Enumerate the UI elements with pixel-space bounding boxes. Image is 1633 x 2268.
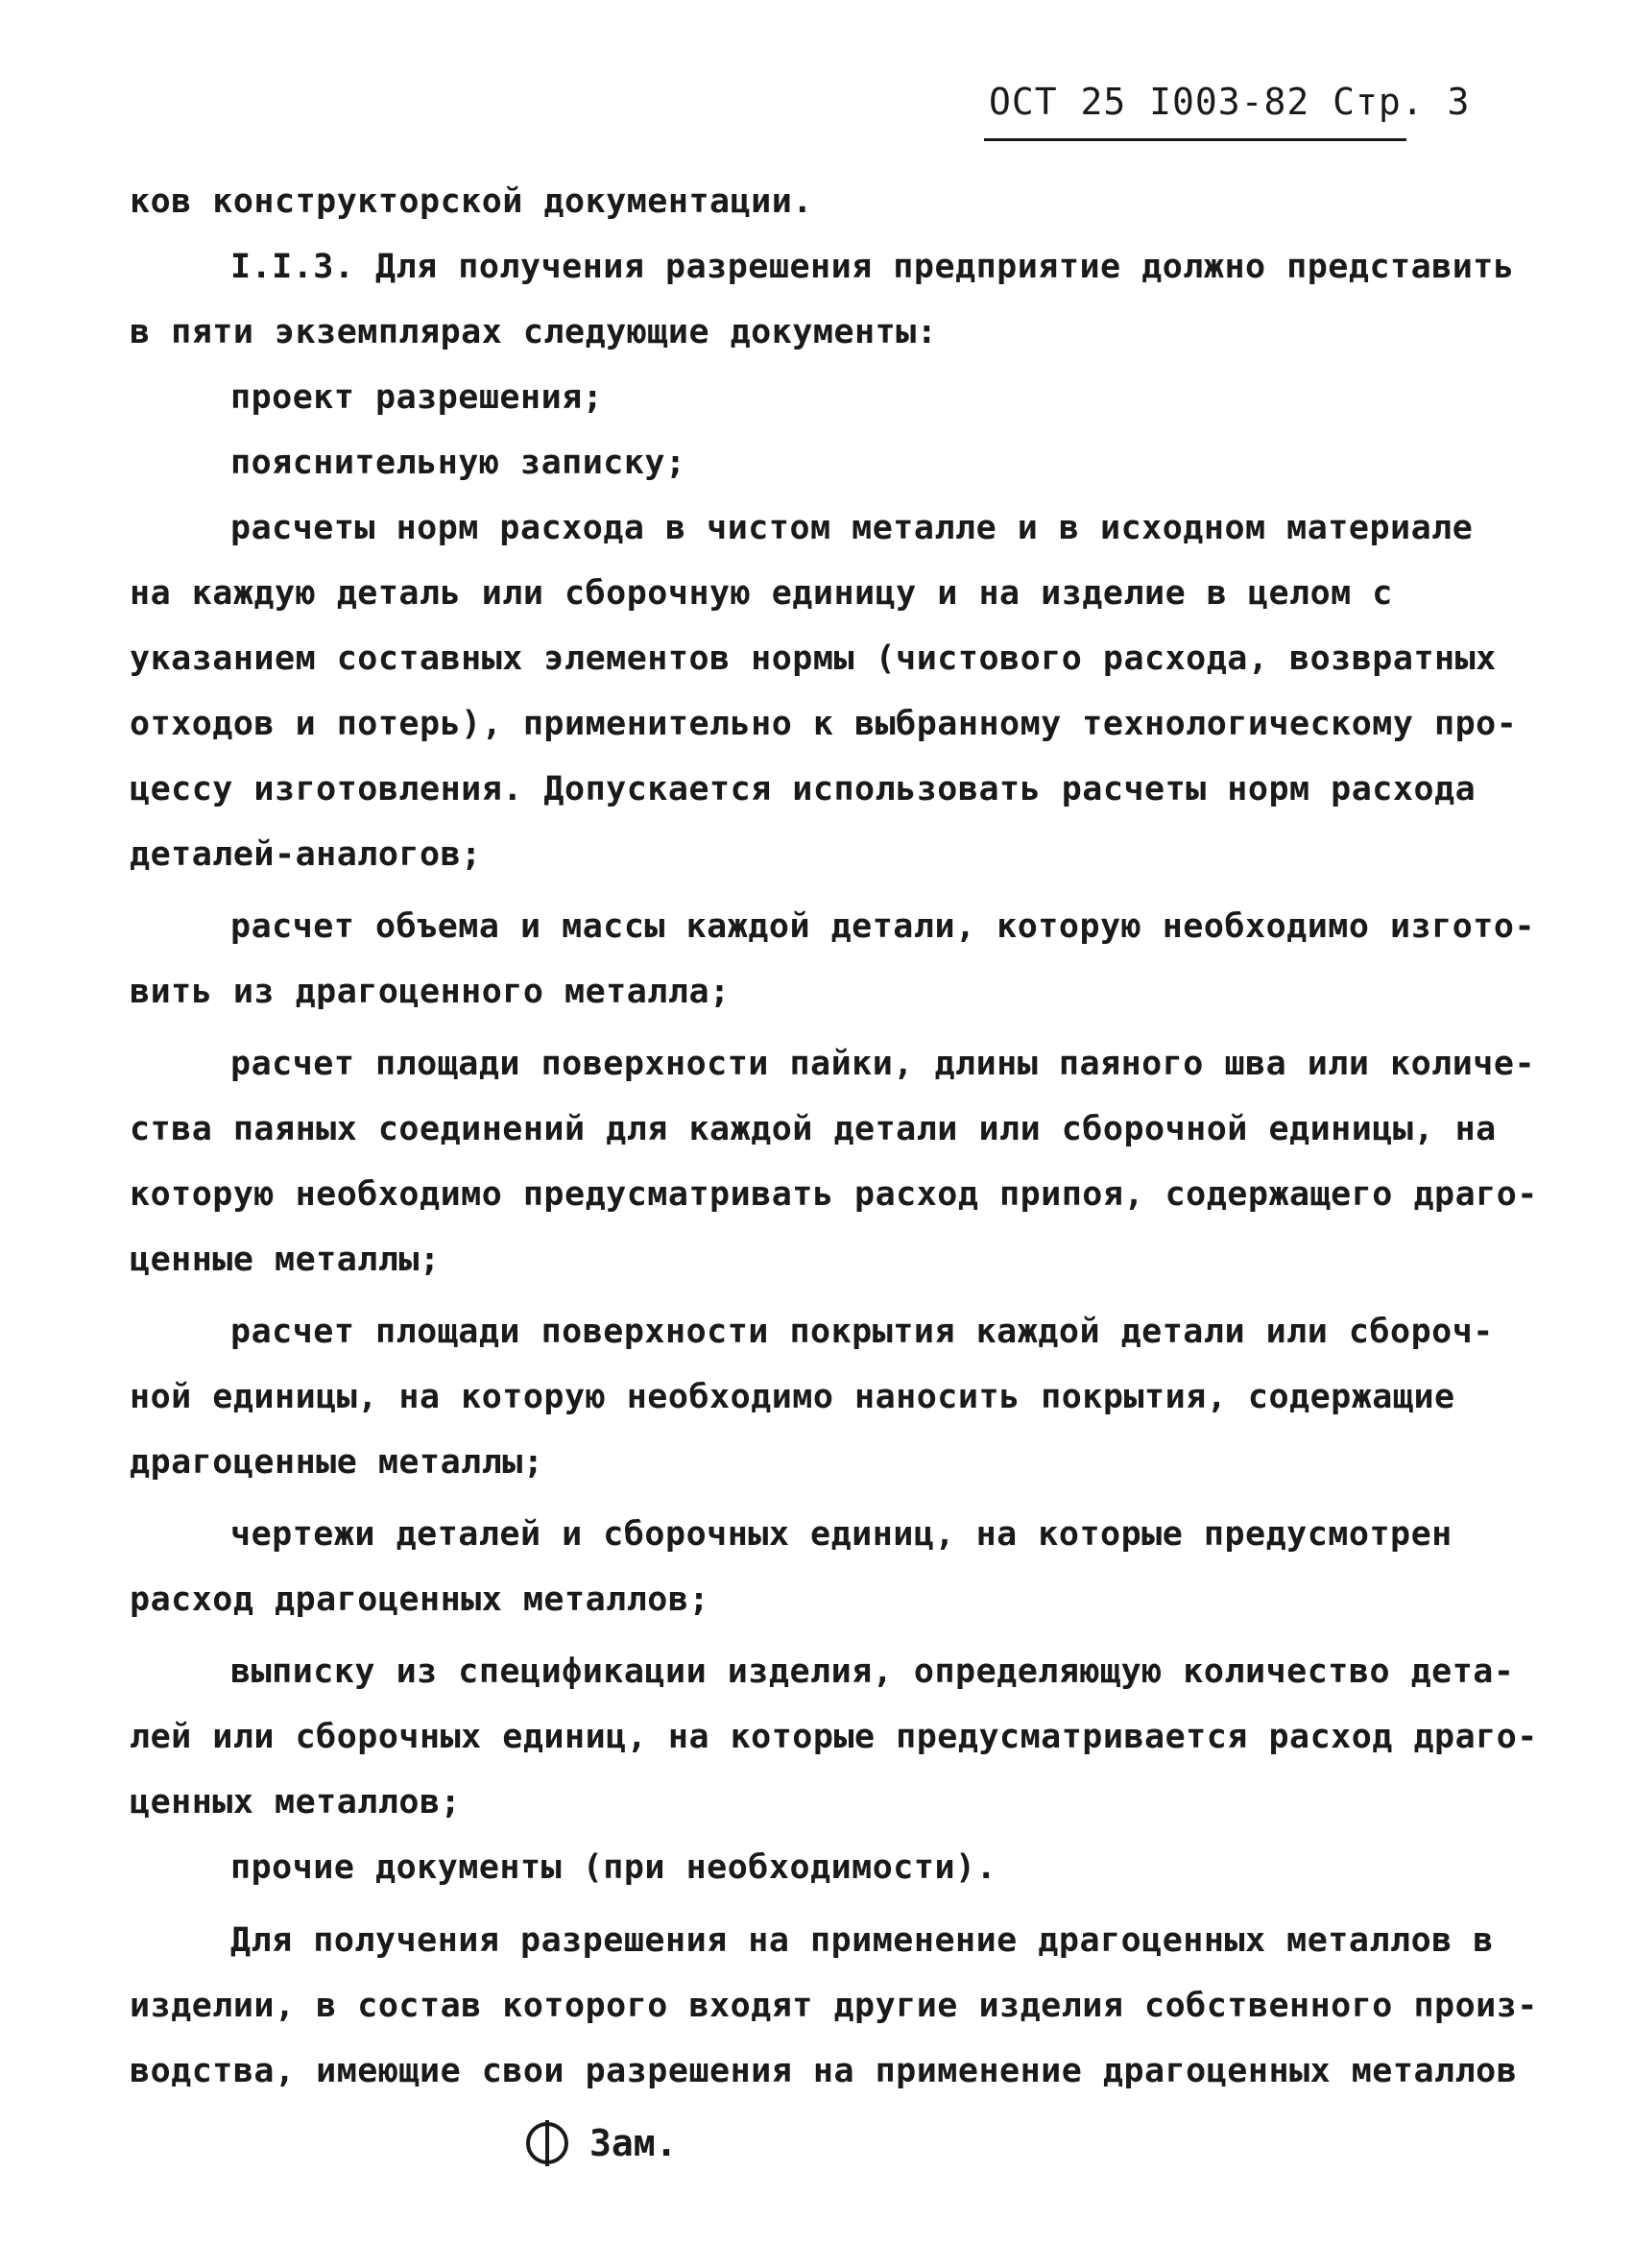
body-line-29: водства, имеющие свои разрешения на применение драгоценных металлов [130, 2052, 1518, 2090]
body-line-6: расчеты норм расхода в чистом металле и в исходном материале [230, 509, 1474, 547]
body-line-26: прочие документы (при необходимости). [230, 1848, 997, 1887]
body-line-8: указанием составных элементов нормы (чистового расхода, возвратных [130, 639, 1497, 678]
body-line-7: на каждую деталь или сборочную единицу и на изделие в целом с [130, 574, 1393, 613]
page-header-doc-ref: ОСТ 25 I003-82 Стр. 3 [989, 81, 1471, 123]
body-line-2: I.I.3. Для получения разрешения предприятие должно представить [230, 248, 1515, 286]
body-line-25: ценных металлов; [130, 1783, 462, 1822]
body-line-12: расчет объема и массы каждой детали, которую необходимо изгото- [230, 907, 1536, 946]
body-line-1: ков конструкторской документации. [130, 182, 813, 221]
body-line-23: выписку из спецификации изделия, определяющую количество дета- [230, 1653, 1515, 1691]
body-line-22: расход драгоценных металлов; [130, 1580, 710, 1619]
header-underline [984, 138, 1406, 141]
body-line-27: Для получения разрешения на применение драгоценных металлов в [230, 1921, 1494, 1960]
body-line-21: чертежи деталей и сборочных единиц, на которые предусмотрен [230, 1515, 1453, 1554]
change-label: Зам. [589, 2122, 678, 2164]
body-line-24: лей или сборочных единиц, на которые предусматривается расход драго- [130, 1718, 1538, 1756]
body-line-16: которую необходимо предусматривать расход припоя, содержащего драго- [130, 1175, 1538, 1214]
body-line-19: ной единицы, на которую необходимо наносить покрытия, содержащие [130, 1378, 1455, 1416]
body-line-10: цессу изготовления. Допускается использовать расчеты норм расхода [130, 770, 1477, 808]
change-footer [526, 2122, 678, 2164]
body-line-17: ценные металлы; [130, 1241, 441, 1279]
body-line-11: деталей-аналогов; [130, 835, 482, 874]
body-line-13: вить из драгоценного металла; [130, 973, 731, 1011]
body-line-4: проект разрешения; [230, 378, 604, 417]
body-line-18: расчет площади поверхности покрытия каждой детали или сбороч- [230, 1313, 1494, 1351]
body-line-9: отходов и потерь), применительно к выбранному технологическому про- [130, 705, 1518, 743]
body-line-28: изделии, в состав которого входят другие изделия собственного произ- [130, 1987, 1538, 2025]
body-line-14: расчет площади поверхности пайки, длины паяного шва или количе- [230, 1045, 1536, 1083]
circled-change-mark-icon [526, 2122, 568, 2164]
body-line-20: драгоценные металлы; [130, 1443, 544, 1482]
body-line-15: ства паяных соединений для каждой детали или сборочной единицы, на [130, 1110, 1497, 1148]
body-line-5: пояснительную записку; [230, 444, 686, 482]
body-line-3: в пяти экземплярах следующие документы: [130, 313, 938, 351]
